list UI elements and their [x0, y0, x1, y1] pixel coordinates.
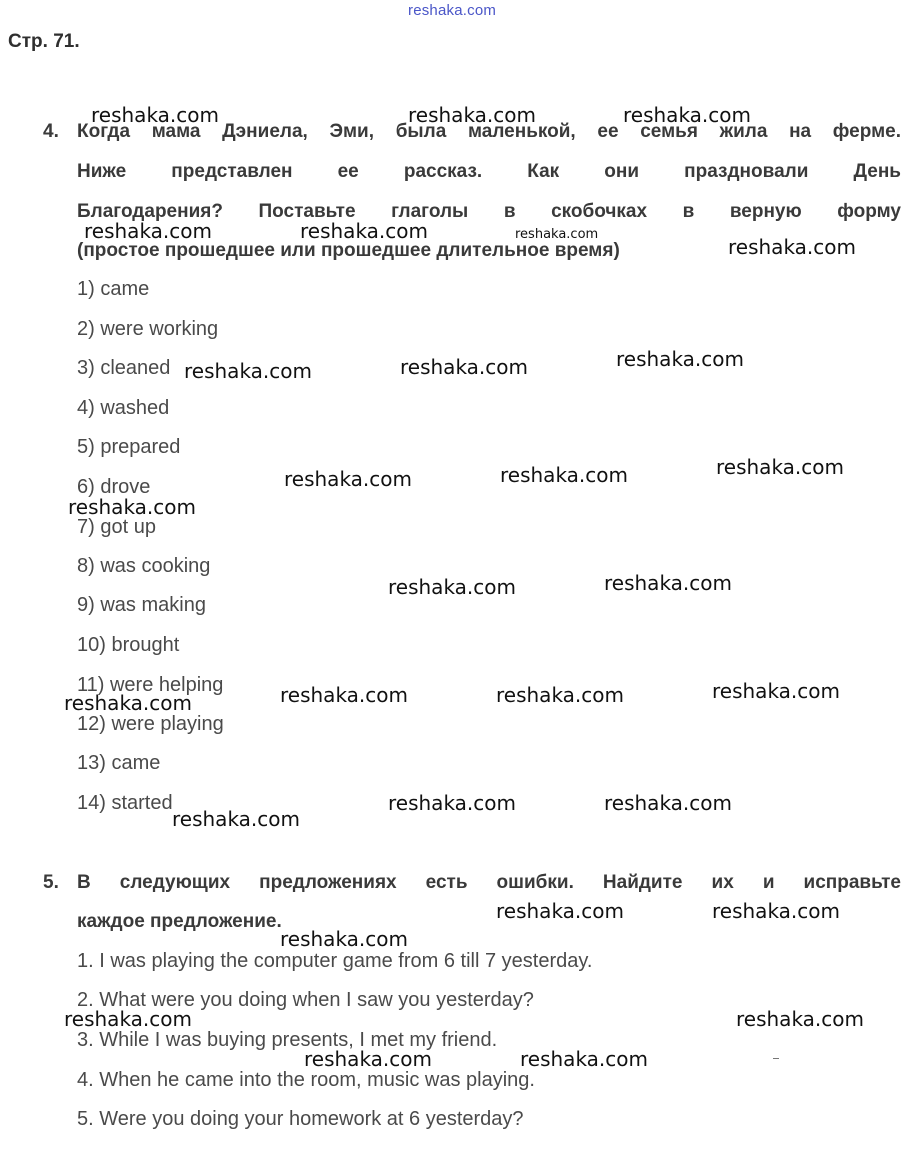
- watermark: reshaka.com: [84, 219, 212, 243]
- watermark: reshaka.com: [284, 467, 412, 491]
- watermark: reshaka.com: [68, 495, 196, 519]
- task-4-text-line: Ниже представлен ее рассказ. Как они праздновали День: [77, 161, 901, 182]
- task-4-answer: 13) came: [77, 752, 161, 774]
- task-4-text-line: (простое прошедшее или прошедшее длительное время): [77, 240, 620, 261]
- watermark: reshaka.com: [712, 679, 840, 703]
- watermark: reshaka.com: [91, 103, 219, 127]
- watermark: reshaka.com: [520, 1047, 648, 1071]
- task-5-answer: 1. I was playing the computer game from 6 till 7 yesterday.: [77, 950, 593, 972]
- task-4-answer: 14) started: [77, 792, 173, 814]
- watermark: reshaka.com: [712, 899, 840, 923]
- watermark: reshaka.com: [400, 355, 528, 379]
- watermark: reshaka.com: [728, 235, 856, 259]
- watermark: reshaka.com: [408, 103, 536, 127]
- task-5-answer: 4. When he came into the room, music was playing.: [77, 1069, 535, 1091]
- task-4-answer: 6) drove: [77, 476, 151, 498]
- task-4-answer: 10) brought: [77, 634, 180, 656]
- watermark: reshaka.com: [304, 1047, 432, 1071]
- task-4-answer: 5) prepared: [77, 436, 181, 458]
- watermark: reshaka.com: [515, 227, 599, 242]
- task-4-answer: 11) were helping: [77, 674, 224, 696]
- watermark: reshaka.com: [388, 791, 516, 815]
- task-5-text-line: каждое предложение.: [77, 911, 282, 932]
- task-4-answer: 3) cleaned: [77, 357, 171, 379]
- watermark: reshaka.com: [64, 1007, 192, 1031]
- task-4-answer: 7) got up: [77, 516, 156, 538]
- watermark: reshaka.com: [300, 219, 428, 243]
- watermark: reshaka.com: [736, 1007, 864, 1031]
- watermark: reshaka.com: [716, 455, 844, 479]
- watermark: reshaka.com: [496, 899, 624, 923]
- task-4-answer: 1) came: [77, 278, 150, 300]
- watermark: reshaka.com: [604, 571, 732, 595]
- task-4-number: 4.: [43, 121, 59, 142]
- watermark: reshaka.com: [388, 575, 516, 599]
- task-4-text-line: Когда мама Дэниела, Эми, была маленькой, ее семья жила на ферме.: [77, 121, 901, 142]
- stray-mark: [773, 1058, 779, 1059]
- task-5-answer: 2. What were you doing when I saw you yesterday?: [77, 989, 534, 1011]
- task-4-text-line: Благодарения? Поставьте глаголы в скобочках в верную форму: [77, 201, 901, 222]
- task-5-number: 5.: [43, 872, 59, 893]
- task-5-answer: 5. Were you doing your homework at 6 yesterday?: [77, 1108, 524, 1130]
- task-5-text-line: В следующих предложениях есть ошибки. Найдите их и исправьте: [77, 872, 901, 893]
- watermark: reshaka.com: [500, 463, 628, 487]
- task-4-answer: 12) were playing: [77, 713, 224, 735]
- page-reference: Стр. 71.: [8, 31, 80, 52]
- watermark: reshaka.com: [280, 683, 408, 707]
- watermark: reshaka.com: [623, 103, 751, 127]
- task-4-answer: 9) was making: [77, 594, 206, 616]
- watermark: reshaka.com: [172, 807, 300, 831]
- watermark: reshaka.com: [280, 927, 408, 951]
- watermark: reshaka.com: [616, 347, 744, 371]
- watermark: reshaka.com: [496, 683, 624, 707]
- task-4-answer: 4) washed: [77, 397, 170, 419]
- watermark: reshaka.com: [604, 791, 732, 815]
- task-4-answer: 8) was cooking: [77, 555, 211, 577]
- site-header-link[interactable]: reshaka.com: [408, 2, 497, 19]
- watermark: reshaka.com: [184, 359, 312, 383]
- task-4-answer: 2) were working: [77, 318, 219, 340]
- task-5-answer: 3. While I was buying presents, I met my friend.: [77, 1029, 498, 1051]
- watermark: reshaka.com: [64, 691, 192, 715]
